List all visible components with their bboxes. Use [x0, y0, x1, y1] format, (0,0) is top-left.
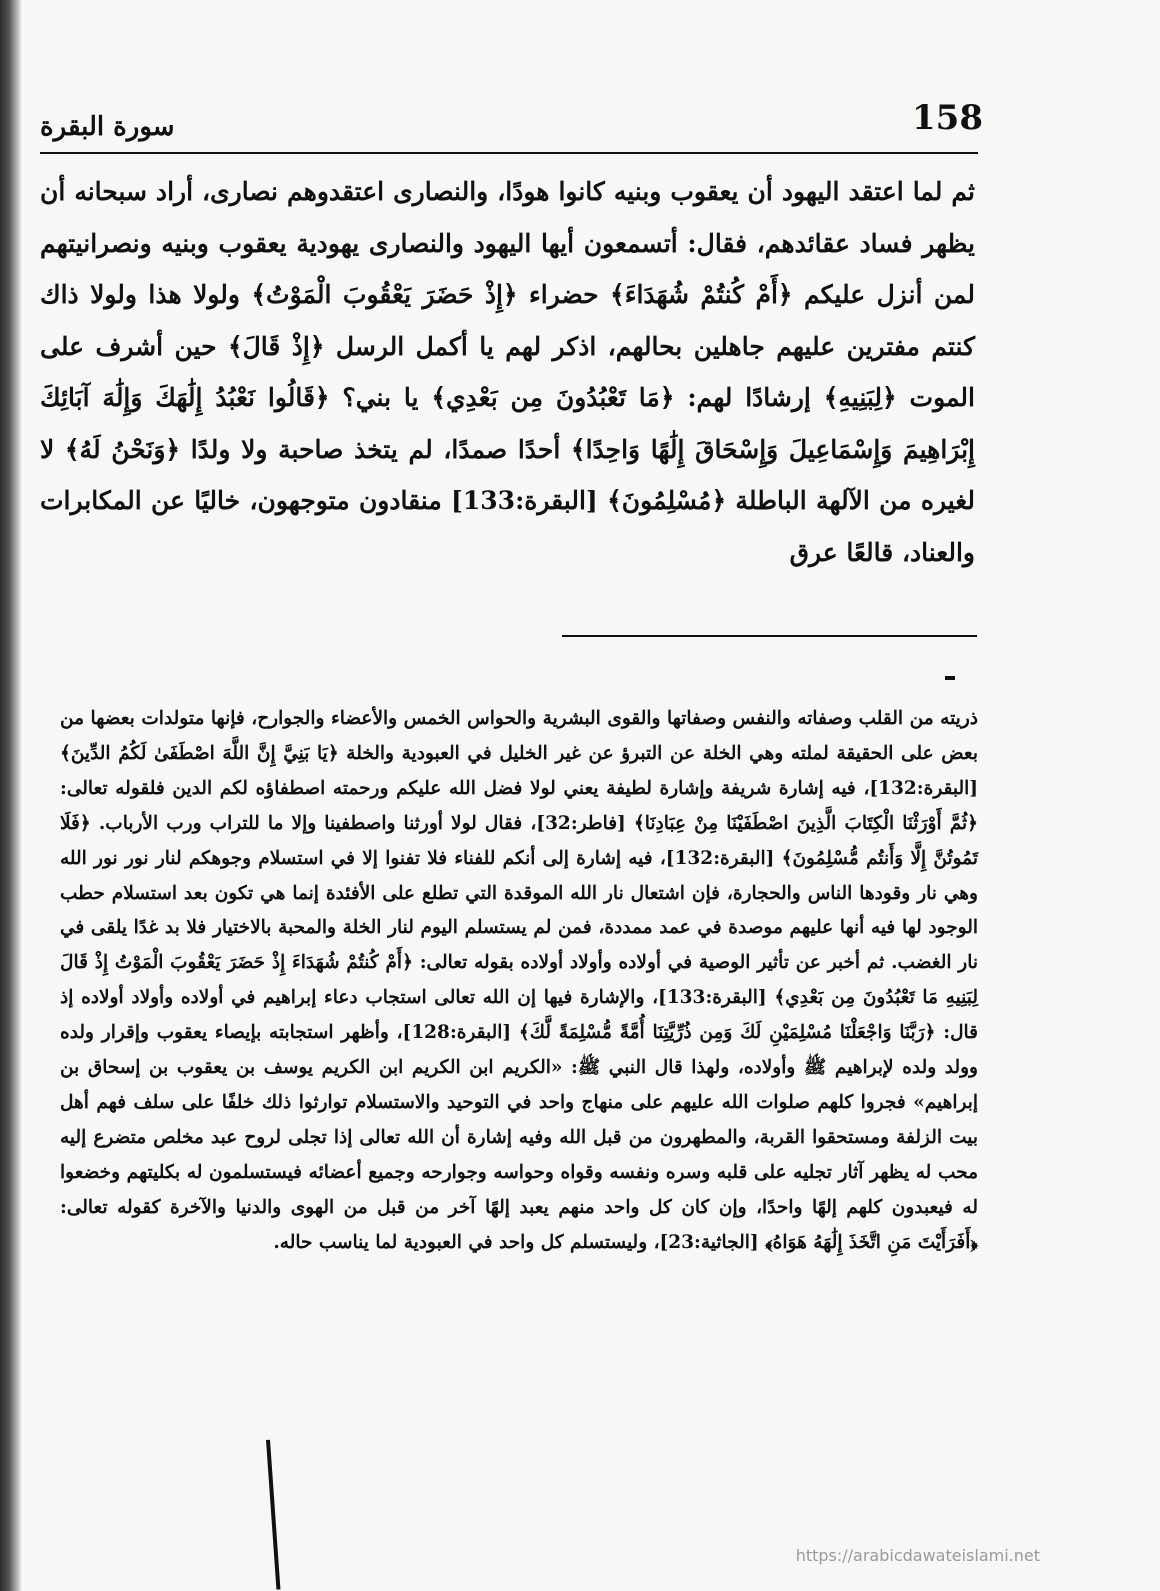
footnote-commentary	[60, 702, 978, 1261]
footnote-separator	[562, 635, 977, 637]
scan-edge-shadow	[0, 0, 22, 1591]
main-paragraph: ثم لما اعتقد اليهود أن يعقوب وبنيه كانوا هودًا، والنصارى اعتقدوهم نصارى، أراد سبحانه أن يظهر فساد عقائدهم، فقال: أتسمعون أيها اليهود والنصارى يهودية يعقوب وبنيه ونصرانيتهم لمن أنزل عليكم ﴿أَمْ كُنتُمْ شُهَدَاءَ﴾ حضراء ﴿إِذْ حَضَرَ يَعْقُوبَ الْمَوْتُ﴾ ولولا هذا ولولا ذاك كنتم مفترين عليهم جاهلين بحالهم، اذكر لهم يا أكمل الرسل ﴿إِذْ قَالَ﴾ حين أشرف على الموت ﴿لِبَنِيهِ﴾ إرشادًا لهم: ﴿مَا تَعْبُدُونَ مِن بَعْدِي﴾ يا بني؟ ﴿قَالُوا نَعْبُدُ إِلَٰهَكَ وَإِلَٰهَ آبَائِكَ إِبْرَاهِيمَ وَإِسْمَاعِيلَ وَإِسْحَاقَ إِلَٰهًا وَاحِدًا﴾ أحدًا صمدًا، لم يتخذ صاحبة ولا ولدًا ﴿وَنَحْنُ لَهُ﴾ لا لغيره من الآلهة الباطلة ﴿مُسْلِمُونَ﴾ [البقرة:133] منقادون متوجهون، خاليًا عن المكابرات والعناد، قالعًا عرق	[40, 177, 975, 567]
footnote-paragraph: ذريته من القلب وصفاته والنفس وصفاتها والقوى البشرية والحواس الخمس والأعضاء والجوارح، فإنها متولدات بعضها من بعض على الحقيقة لملته وهي الخلة عن التبرؤ عن غير الخليل في العبودية والخلة ﴿يَا بَنِيَّ إِنَّ اللَّهَ اصْطَفَىٰ لَكُمُ الدِّينَ﴾ [البقرة:132]، فيه إشارة شريفة وإشارة لطيفة يعني لولا فضل الله عليكم ورحمته اصطفاؤه لكم الدين فلقوله تعالى: ﴿ثُمَّ أَوْرَثْنَا الْكِتَابَ الَّذِينَ اصْطَفَيْنَا مِنْ عِبَادِنَا﴾ [فاطر:32]، فقال لولا أورثنا واصطفينا وإلا ما للتراب ورب الأرباب. ﴿فَلَا تَمُوتُنَّ إِلَّا وَأَنتُم مُّسْلِمُونَ﴾ [البقرة:132]، فيه إشارة إلى أنكم للفناء فلا تفنوا إلا في استسلام وجوهكم لنار نور نور الله وهي نار وقودها الناس والحجارة، فإن اشتعال نار الله الموقدة التي تطلع على الأفئدة إنما هي تكون بعد استسلام حطب الوجود لها فيه أنها عليهم موصدة في عمد ممددة، فمن لم يستسلم اليوم لنار الخلة والمحبة بالاختيار فلا بد غدًا يلقى في نار الغضب. ثم أخبر عن تأثير الوصية في أولاده وأولاد أولاده بقوله تعالى: ﴿أَمْ كُنتُمْ شُهَدَاءَ إِذْ حَضَرَ يَعْقُوبَ الْمَوْتُ إِذْ قَالَ لِبَنِيهِ مَا تَعْبُدُونَ مِن بَعْدِي﴾ [البقرة:133]، والإشارة فيها إن الله تعالى استجاب دعاء إبراهيم في أولاده وأولاد أولاده إذ قال: ﴿رَبَّنَا وَاجْعَلْنَا مُسْلِمَيْنِ لَكَ وَمِن ذُرِّيَّتِنَا أُمَّةً مُّسْلِمَةً لَّكَ﴾ [البقرة:128]، وأظهر استجابته بإيصاء يعقوب وإقرار ولده وولد ولده لإبراهيم ﷺ وأولاده، ولهذا قال النبي ﷺ: «الكريم ابن الكريم ابن الكريم يوسف بن يعقوب بن إسحاق بن إبراهيم» فجروا كلهم صلوات الله عليهم على منهاج واحد في التوحيد والاستسلام توارثوا ذلك خلفًا على سلف فهم أهل بيت الزلفة ومستحقوا القربة، والمطهرون من قبل الله وفيه إشارة أن الله تعالى إذا تجلى لروح عبد مخلص متضرع إليه محب له يظهر آثار تجليه على قلبه وسره ونفسه وقواه وحواسه وجوارحه وجميع أعضائه فيستسلمون له بكليتهم وخضعوا له فيعبدون كلهم إلهًا واحدًا، وإن كان كل واحد منهم يعبد إلهًا آخر من قبل من الهوى والدنيا والآخرة كقوله تعالى: ﴿أَفَرَأَيْتَ مَنِ اتَّخَذَ إِلَٰهَهُ هَوَاهُ﴾ [الجاثية:23]، وليستسلم كل واحد في العبودية لما يناسب حاله.	[60, 708, 979, 1253]
header-rule	[40, 152, 978, 154]
footnote-marker	[945, 676, 955, 680]
pen-mark	[266, 1440, 280, 1590]
main-commentary	[40, 166, 975, 578]
source-watermark: https://arabicdawateislami.net	[795, 1546, 1040, 1565]
page-number: 158	[912, 98, 983, 138]
surah-title: سورة البقرة	[40, 112, 175, 142]
